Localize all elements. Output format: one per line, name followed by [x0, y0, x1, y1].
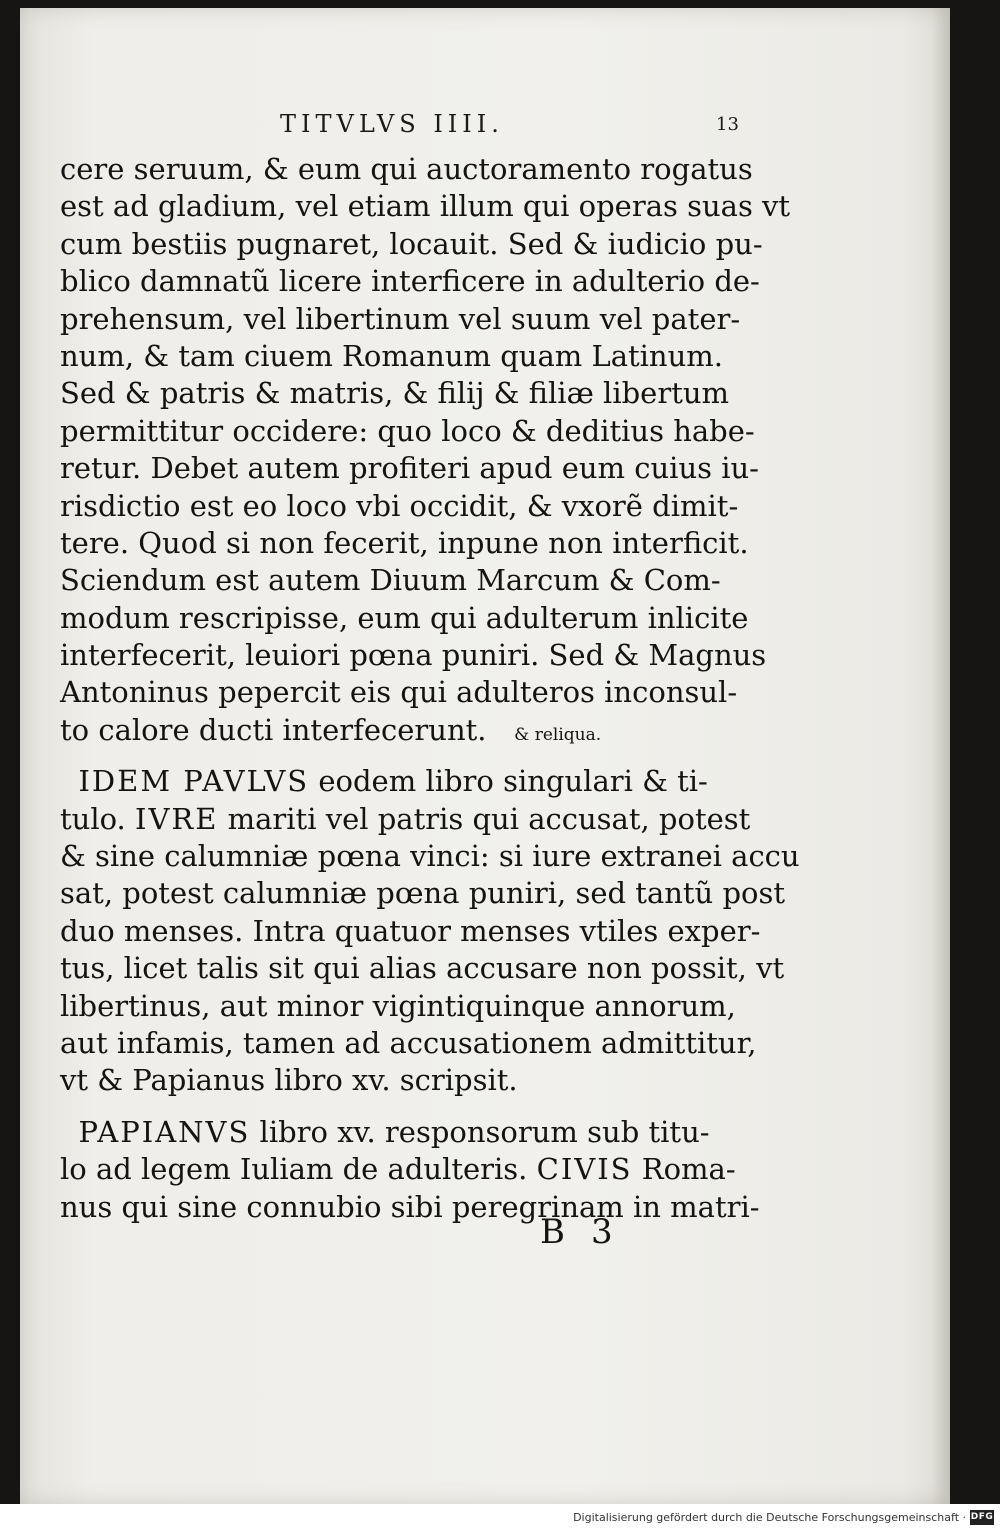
text-line: vt & Papianus libro xv. scripsit.: [60, 1063, 518, 1098]
text-line: nus qui sine connubio sibi peregrinam in matri-: [60, 1189, 760, 1224]
text-line: permittitur occidere: quo loco & deditius habe-: [60, 413, 755, 448]
text-line: prehensum, vel libertinum vel suum vel pater-: [60, 301, 741, 336]
text-line: [60, 763, 780, 800]
text-line: [60, 801, 780, 838]
text-line: est ad gladium, vel etiam illum qui operas suas vt: [60, 189, 791, 224]
text-line: cere seruum, & eum qui auctoramento rogatus: [60, 152, 753, 186]
text-line: libertinus, aut minor vigintiquinque annorum,: [60, 988, 736, 1023]
text-line-body: eodem libro singulari & ti-: [309, 764, 708, 799]
footer-bar: [0, 1504, 1000, 1532]
text-line-body: mariti vel patris qui accusat, potest: [218, 801, 751, 836]
running-head: TITVLVS IIII.: [280, 110, 504, 138]
text-line-body: lo ad legem Iuliam de adulteris.: [60, 1152, 537, 1187]
text-line: blico damnatũ licere interficere in adulterio de-: [60, 264, 760, 299]
text-line-body: to calore ducti interfecerunt.: [60, 712, 487, 747]
text-block: [60, 151, 800, 1226]
text-line: tere. Quod si non fecerit, inpune non interficit.: [60, 525, 749, 560]
paragraph-3: [60, 1114, 780, 1226]
closing-note: & reliqua.: [514, 724, 602, 745]
text-line: [60, 1114, 780, 1151]
paragraph-gap: [60, 749, 780, 763]
text-line: Sciendum est autem Diuum Marcum & Com-: [60, 563, 721, 598]
signature-mark: [540, 1212, 639, 1252]
text-line: tus, licet talis sit qui alias accusare non possit, vt: [60, 951, 785, 986]
text-line: modum rescripisse, eum qui adulterum inlicite: [60, 600, 749, 635]
text-line: Antoninus pepercit eis qui adulteros inconsul-: [60, 675, 738, 710]
dfg-logo-icon: DFG: [970, 1510, 994, 1525]
inline-lead: CIVIS: [536, 1152, 633, 1187]
paragraph-lead: PAPIANVS: [78, 1114, 251, 1149]
text-line: sat, potest calumniæ pœna puniri, sed tantũ post: [60, 876, 786, 911]
text-line: num, & tam ciuem Romanum quam Latinum.: [60, 338, 724, 373]
paragraph-gap: [60, 1100, 780, 1114]
text-line: Sed & patris & matris, & filij & filiæ libertum: [60, 376, 730, 411]
inline-lead: IVRE: [135, 801, 219, 836]
signature-letter: B: [540, 1212, 591, 1252]
text-line: & sine calumniæ pœna vinci: si iure extranei accu: [60, 839, 800, 874]
text-line: [60, 712, 780, 749]
footer-credit: Digitalisierung gefördert durch die Deutsche Forschungsgemeinschaft ·: [573, 1511, 966, 1524]
page-edge-shadow: [932, 8, 950, 1504]
paragraph-1: [60, 151, 791, 749]
paragraph-2: [60, 763, 800, 1100]
text-line: cum bestiis pugnaret, locauit. Sed & iudicio pu-: [60, 226, 763, 261]
text-line: retur. Debet autem profiteri apud eum cuius iu-: [60, 451, 759, 486]
folio-number: 13: [716, 114, 739, 135]
book-page: [20, 8, 950, 1504]
page-header: [80, 110, 739, 142]
text-line: risdictio est eo loco vbi occidit, & vxorẽ dimit-: [60, 488, 739, 523]
text-line: aut infamis, tamen ad accusationem admittitur,: [60, 1025, 757, 1060]
text-line: duo menses. Intra quatuor menses vtiles exper-: [60, 913, 761, 948]
paragraph-lead: IDEM PAVLVS: [78, 764, 310, 799]
text-line: [60, 1151, 780, 1188]
signature-number: 3: [591, 1212, 639, 1252]
text-line-body: libro xv. responsorum sub titu-: [250, 1114, 710, 1149]
text-line: interfecerit, leuiori pœna puniri. Sed & Magnus: [60, 638, 767, 673]
text-line-body: Roma-: [632, 1152, 736, 1187]
text-line-body: tulo.: [60, 801, 135, 836]
